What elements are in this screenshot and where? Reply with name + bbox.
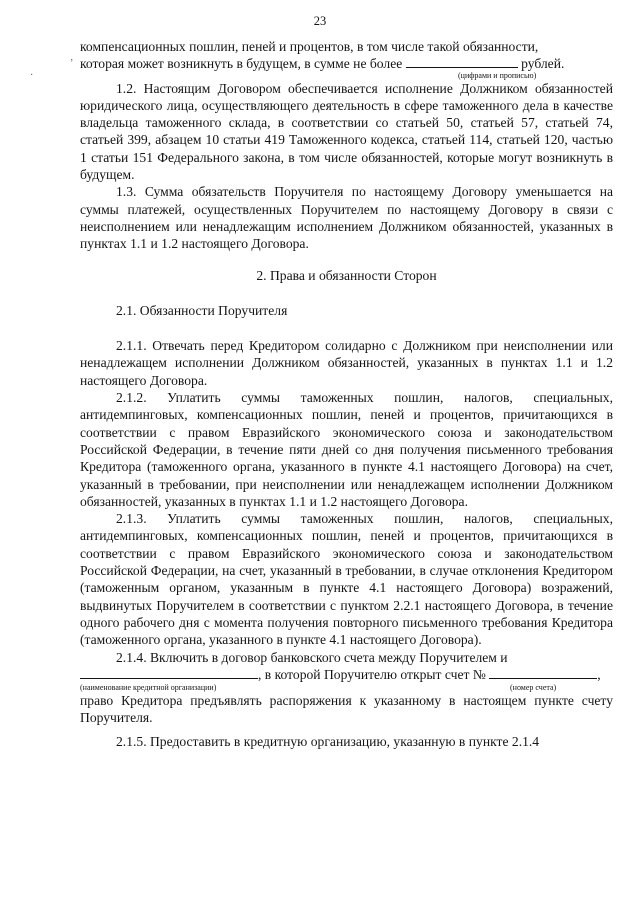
margin-mark: ʼ [70,58,74,69]
account-number-blank [489,667,597,679]
page-number: 23 [313,14,327,28]
amount-caption: (цифрами и прописью) [458,70,537,80]
margin-mark: · [30,70,34,81]
amount-label: которая может возникнуть в будущем, в сумме не более [80,56,403,72]
paragraph-2-1-4-rest: право Кредитора предъявлять распоряжения к указанному в настоящем пункте счету Поручителя. [80,693,613,726]
subsection-2-1-heading: 2.1. Обязанности Поручителя [116,302,288,318]
paragraph-2-1-5: 2.1.5. Предоставить в кредитную организацию, указанную в пункте 2.1.4 [116,733,540,749]
account-label: , в которой Поручителю открыт счет № [258,666,486,682]
paragraph-2-1-4: 2.1.4. Включить в договор банковского счета между Поручителем и [116,649,508,665]
comma: , [597,666,601,682]
paragraph-2-1-1: 2.1.1. Отвечать перед Кредитором солидарно с Должником при неисполнении или ненадлежащем исполнении Должником обязанностей, указанных в пунктах 1.1 и 1.2 настоящего Договора. [80,338,613,388]
paragraph-1-1-tail-line: компенсационных пошлин, пеней и процентов, в том числе такой обязанности, [80,39,539,54]
paragraph-1-2: 1.2. Настоящим Договором обеспечивается исполнение Должником обязанностей юридического лица, осуществляющего деятельность в сфере таможенного дела в качестве владельца таможенного склада, в соответствии со статьей 50, статьей 57, статьей 74, статьей 399, абзацем 10 статьи 419 Таможенного кодекса, статьей 114, статьей 120, частью 1 статьи 151 Федерального закона, в том числе обязанностей, которые могут возникнуть в будущем. [80,80,613,183]
amount-blank [406,56,518,68]
paragraph-1-3: 1.3. Сумма обязательств Поручителя по настоящему Договору уменьшается на суммы платежей, осуществленных Поручителем по настоящему Договору в связи с неисполнением или ненадлежащим исполнением Должником обязанностей, указанных в пунктах 1.1 и 1.2 настоящего Договора. [80,184,613,252]
bank-name-blank [80,667,258,679]
section-2-heading: 2. Права и обязанности Сторон [256,267,437,283]
paragraph-2-1-2: 2.1.2. Уплатить суммы таможенных пошлин, налогов, специальных, антидемпинговых, компенсационных пошлин, пеней и процентов, причитающихся в соответствии с правом Евразийского экономического союза и законодательством Российской Федерации, в течение пяти дней со дня получения письменного требования Кредитора (таможенного органа, указанного в пункте 4.1 настоящего Договора) на счет, указанный в требовании, при неисполнении или ненадлежащем исполнении Должником обязанностей, указанных в пунктах 1.1 и 1.2 настоящего Договора. [80,390,613,509]
currency-label: рублей. [521,56,565,72]
bank-name-caption: (наименование кредитной организации) [80,683,217,693]
document-body [80,38,613,750]
paragraph-2-1-3: 2.1.3. Уплатить суммы таможенных пошлин, налогов, специальных, антидемпинговых, компенсационных пошлин, пеней и процентов, причитающихся в соответствии с правом Евразийского экономического союза и законодательством Российской Федерации, на счет, указанный в требовании, в случае отклонения Кредитором (таможенным органом, указанным в пункте 4.1 настоящего Договора) возражений, выдвинутых Поручителем в соответствии с пунктом 2.2.1 настоящего Договора, в течение одного рабочего дня с момента получения повторного письменного требования Кредитора (таможенного органа, указанного в пункте 4.1 настоящего Договора). [80,511,613,648]
account-captions [80,683,613,692]
account-number-caption: (номер счета) [510,683,557,693]
paragraph-2-1-4-account-line [80,666,613,683]
